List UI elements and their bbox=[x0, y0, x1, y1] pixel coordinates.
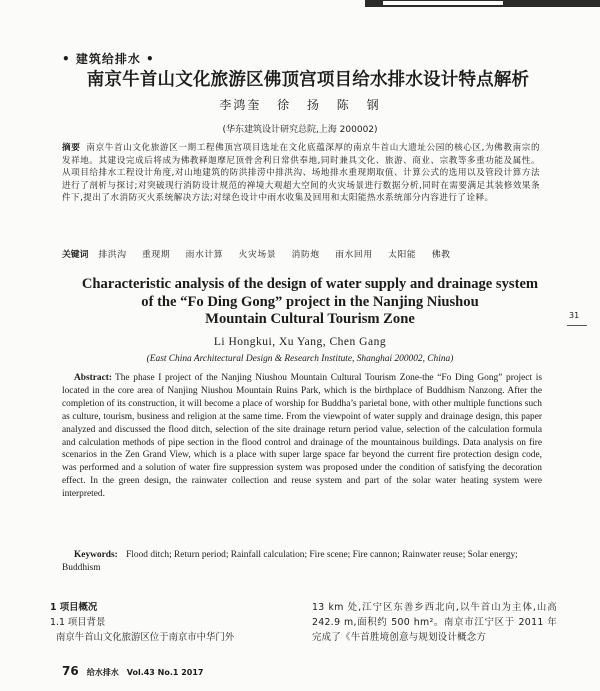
chinese-affiliation: (华东建筑设计研究总院,上海 200002) bbox=[222, 125, 378, 135]
margin-page-marker: 31 bbox=[569, 311, 580, 320]
chinese-authors: 李鸿奎 徐 扬 陈 钢 bbox=[219, 98, 381, 112]
english-title bbox=[40, 276, 580, 329]
footer-journal: 给水排水 bbox=[86, 668, 119, 677]
english-title-line-2: of the “Fo Ding Gong” project in the Nanjing Niushou bbox=[141, 293, 479, 310]
english-keywords-label: Keywords: bbox=[74, 550, 118, 560]
section-heading: 1 项目概况 bbox=[50, 602, 98, 613]
english-abstract-label: Abstract: bbox=[74, 373, 113, 383]
chinese-abstract bbox=[62, 142, 540, 205]
english-authors: Li Hongkui, Xu Yang, Chen Gang bbox=[213, 336, 387, 348]
chinese-abstract-label: 摘要 bbox=[62, 143, 81, 153]
body-right-column bbox=[312, 600, 557, 645]
chinese-keywords-label: 关键词 bbox=[62, 250, 89, 260]
body-right-text: 13 km 处,江宁区东善乡西北向,以牛首山为主体,山高 242.9 m,面积约 500 hm²。南京市江宁区于 2011 年完成了《牛首胜境创意与规划设计概念方 bbox=[312, 602, 557, 643]
chinese-keywords-list: 排洪沟 重现期 雨水计算 火灾场景 消防炮 雨水回用 太阳能 佛教 bbox=[98, 250, 451, 260]
english-keywords bbox=[62, 549, 542, 575]
page-footer bbox=[62, 664, 204, 678]
chinese-title: 南京牛首山文化旅游区佛顶宫项目给水排水设计特点解析 bbox=[86, 70, 530, 90]
header-rule-gap bbox=[383, 1, 503, 5]
english-title-line-3: Mountain Cultural Tourism Zone bbox=[205, 311, 415, 327]
column-tag: • 建筑给排水 • bbox=[62, 52, 155, 66]
english-abstract-text: The phase I project of the Nanjing Niushou Mountain Cultural Tourism Zone-the “Fo Ding Gong” project is located in the core area of Nanjing Niushou Mountain Ruins Park, which is the birthplace of Buddhism Nanzong. After the completion of its construction, it will become a place of worship for Buddha’s parietal bone, with other multiple functions such as culture, tourism, business and religion at the same time. From the viewpoint of water supply and drainage design, this paper analyzed and discussed the flood ditch, selection of the site drainage return period value, selection of the calculation formula and calculation methods of pipe section in the flood control and drainage of the mountainous buildings. Data analysis on fire scenarios in the Zen Grand View, which is a place with super large space far beyond the current fire protection design code, was performed and a solution of water fire suppression system was proposed under the condition of satisfying the decoration effect. In the green design, the rainwater collection and reuse system and part of the solar water heating system were interpreted. bbox=[62, 373, 542, 500]
english-affiliation: (East China Architectural Design & Research Institute, Shanghai 200002, China) bbox=[146, 354, 454, 364]
english-abstract bbox=[62, 372, 542, 501]
footer-page-number: 76 bbox=[62, 664, 79, 678]
body-left-text: 南京牛首山文化旅游区位于南京市中华门外 bbox=[56, 632, 235, 643]
chinese-abstract-text: 南京牛首山文化旅游区一期工程佛顶宫项目选址在文化底蕴深厚的南京牛首山大遗址公园的核心区,为佛教南宗的发祥地。其建设完成后将成为佛教释迦摩尼顶骨舍利日常供奉地,同时兼具文化、旅游、商业、宗教等多重功能及属性。从项目给排水工程设计角度,对山地建筑的防洪排涝中排洪沟、场地排水重现期取值、计算公式的选用以及管段计算方法进行了剖析与探讨;对突破现行消防设计规范的禅境大观超大空间的火灾场景进行数据分析,同时在需要满足其装修效果条件下,提出了水消防灭火系统解决方法;对绿色设计中雨水收集及回用和太阳能热水系统部分内容进行了诠释。 bbox=[62, 143, 540, 204]
chinese-keywords bbox=[62, 247, 540, 260]
english-keywords-text: Flood ditch; Return period; Rainfall calculation; Fire scene; Fire cannon; Rainwater reuse; Solar energy; Buddhism bbox=[62, 550, 518, 573]
english-title-line-1: Characteristic analysis of the design of water supply and drainage system bbox=[81, 276, 539, 292]
body-left-column bbox=[50, 600, 295, 645]
margin-rule bbox=[567, 325, 587, 326]
footer-volume-issue: Vol.43 No.1 2017 bbox=[126, 668, 204, 677]
subsection-heading: 1.1 项目背景 bbox=[50, 617, 106, 628]
